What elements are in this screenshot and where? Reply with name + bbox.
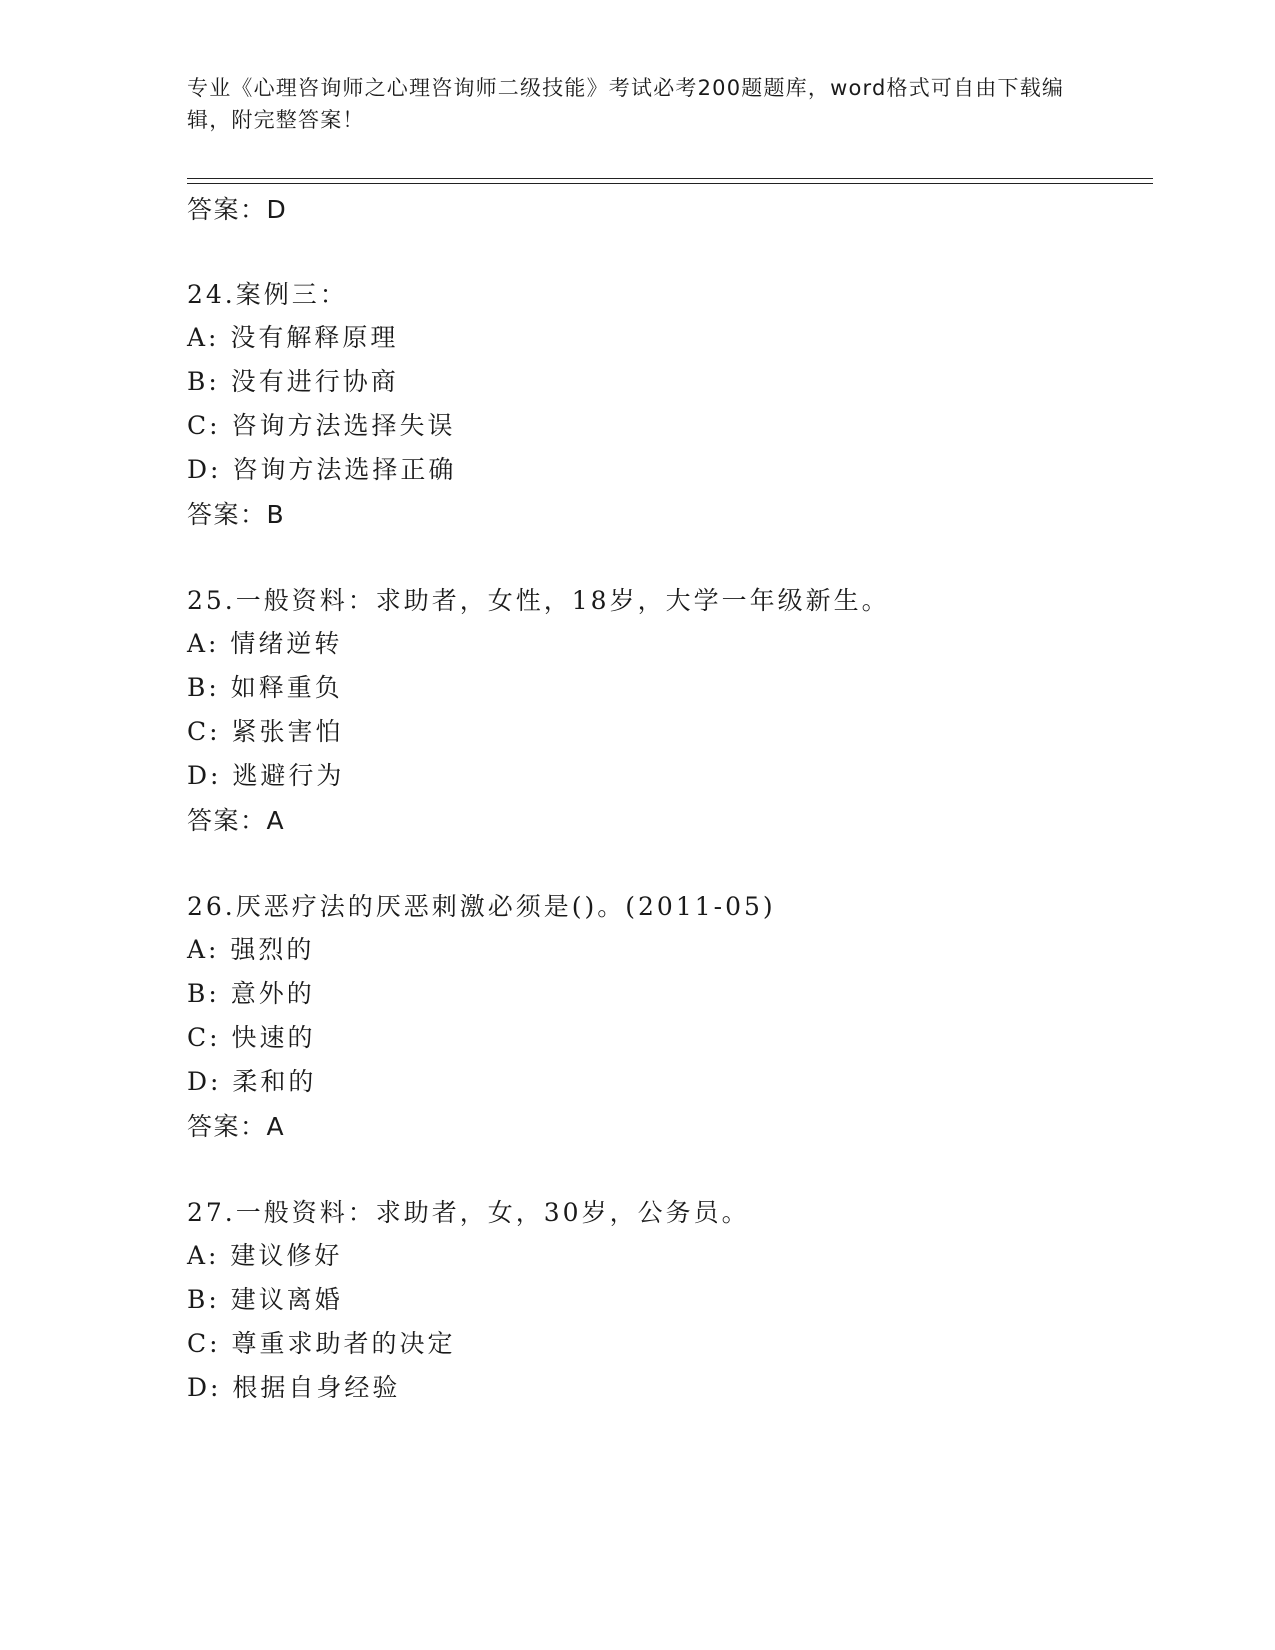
answer-label: 答案：A — [187, 1112, 286, 1141]
question-24: 24.案例三： — [187, 280, 348, 309]
option-a: A: 没有解释原理 — [187, 323, 399, 352]
header-divider-bottom — [187, 183, 1153, 184]
option-b: B: 如释重负 — [187, 673, 343, 702]
question-27: 27.一般资料：求助者，女，30岁，公务员。 — [187, 1198, 750, 1227]
option-c: C: 快速的 — [187, 1023, 316, 1052]
document-header: 专业《心理咨询师之心理咨询师二级技能》考试必考200题题库，word格式可自由下载编辑，附完整答案！ — [187, 76, 1065, 132]
question-26: 26.厌恶疗法的厌恶刺激必须是()。(2011-05) — [187, 892, 776, 921]
question-25: 25.一般资料：求助者，女性，18岁，大学一年级新生。 — [187, 586, 890, 615]
option-c: C: 咨询方法选择失误 — [187, 411, 456, 440]
option-a: A: 强烈的 — [187, 935, 315, 964]
option-d: D: 咨询方法选择正确 — [187, 455, 457, 484]
answer-label: 答案：B — [187, 500, 286, 529]
answer-label: 答案：D — [187, 195, 288, 224]
option-b: B: 没有进行协商 — [187, 367, 399, 396]
option-b: B: 建议离婚 — [187, 1285, 343, 1314]
answer-label: 答案：A — [187, 806, 286, 835]
header-divider-top — [187, 178, 1153, 179]
option-d: D: 根据自身经验 — [187, 1373, 401, 1402]
option-a: A: 情绪逆转 — [187, 629, 343, 658]
option-d: D: 逃避行为 — [187, 761, 345, 790]
option-c: C: 紧张害怕 — [187, 717, 344, 746]
option-d: D: 柔和的 — [187, 1067, 317, 1096]
option-a: A: 建议修好 — [187, 1241, 343, 1270]
option-b: B: 意外的 — [187, 979, 315, 1008]
option-c: C: 尊重求助者的决定 — [187, 1329, 456, 1358]
